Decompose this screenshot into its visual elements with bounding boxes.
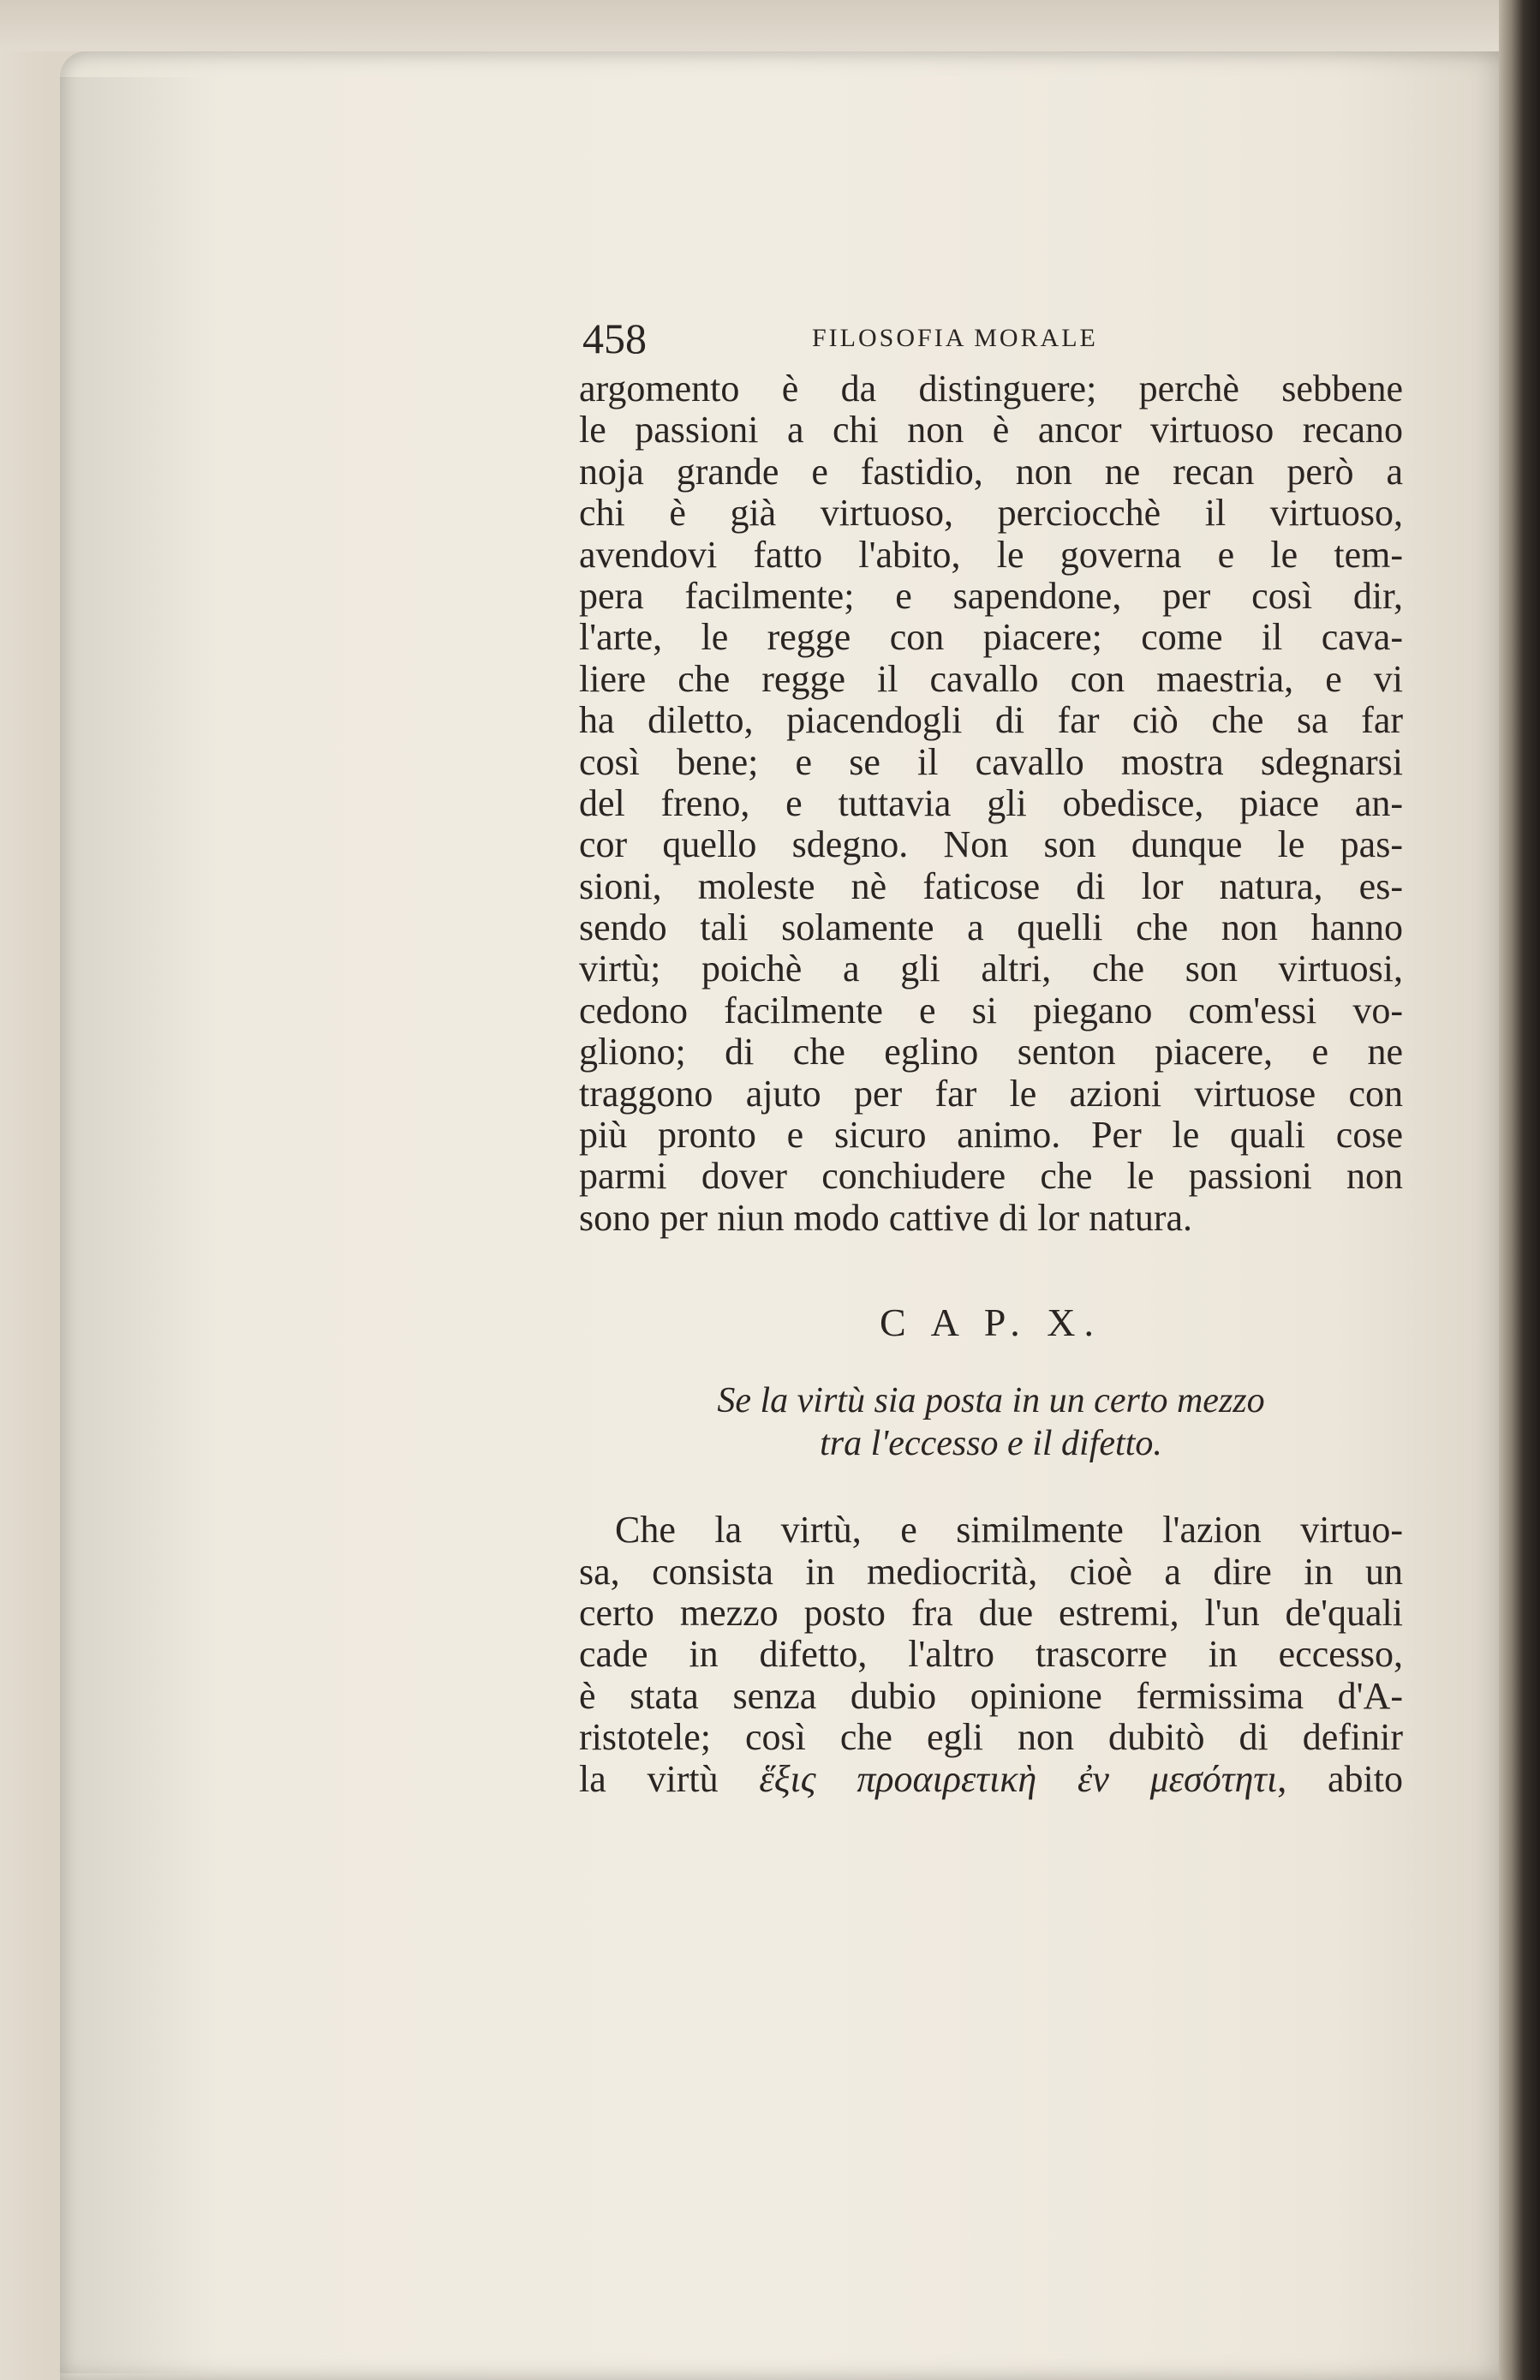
- greek-definition: ἕξις προαιρετικὴ ἐν μεσότητι: [759, 1757, 1278, 1800]
- running-title: FILOSOFIA MORALE: [812, 324, 1098, 352]
- text-line: più pronto e sicuro animo. Per le quali cose: [579, 1114, 1403, 1157]
- text-line: Che la virtù, e similmente l'azion virtuo-: [615, 1509, 1403, 1552]
- text-line: gliono; di che eglino senton piacere, e ne: [579, 1031, 1403, 1073]
- text-line: cade in difetto, l'altro trascorre in eccesso,: [579, 1633, 1403, 1676]
- book-spine-edge: [1499, 0, 1540, 2380]
- text-line: argomento è da distinguere; perchè sebbene: [579, 368, 1403, 410]
- text-line: ha diletto, piacendogli di far ciò che sa far: [579, 699, 1403, 742]
- text-line: traggono ajuto per far le azioni virtuose con: [579, 1072, 1403, 1115]
- chapter-subtitle-line: tra l'eccesso e il difetto.: [820, 1424, 1162, 1464]
- text-line: sa, consista in mediocrità, cioè a dire in un: [579, 1550, 1403, 1593]
- text-line: chi è già virtuoso, perciocchè il virtuoso,: [579, 492, 1403, 535]
- chapter-heading: C A P. X.: [879, 1301, 1103, 1345]
- text-fragment: la virtù: [579, 1757, 719, 1800]
- text-line: virtù; poichè a gli altri, che son virtuosi,: [579, 948, 1403, 990]
- paragraph-1: [579, 368, 1403, 1239]
- chapter-subtitle: [579, 1379, 1403, 1465]
- text-fragment: , abito: [1277, 1757, 1403, 1800]
- text-line: noja grande e fastidio, non ne recan però a: [579, 450, 1403, 493]
- text-line: pera facilmente; e sapendone, per così dir,: [579, 574, 1403, 617]
- scan-top-edge: [0, 0, 1540, 51]
- text-line: sendo tali solamente a quelli che non hanno: [579, 906, 1403, 949]
- text-line: cedono facilmente e si piegano com'essi vo-: [579, 989, 1403, 1032]
- page-gutter-shadow: [60, 77, 214, 2373]
- paragraph-2: [579, 1510, 1403, 1800]
- text-line: così bene; e se il cavallo mostra sdegnarsi: [579, 740, 1403, 783]
- text-line: avendovi fatto l'abito, le governa e le tem-: [579, 533, 1403, 576]
- text-line: le passioni a chi non è ancor virtuoso recano: [579, 409, 1403, 451]
- text-line: sono per niun modo cattive di lor natura.: [579, 1196, 1193, 1239]
- text-line: sioni, moleste nè faticose di lor natura, es-: [579, 864, 1403, 907]
- text-line-final: [579, 1759, 1403, 1800]
- text-line: certo mezzo posto fra due estremi, l'un de'quali: [579, 1591, 1403, 1634]
- running-head: [579, 308, 1403, 368]
- text-line: cor quello sdegno. Non son dunque le pas-: [579, 823, 1403, 866]
- text-line: ristotele; così che egli non dubitò di definir: [579, 1716, 1403, 1759]
- text-line: parmi dover conchiudere che le passioni non: [579, 1155, 1403, 1198]
- text-line: liere che regge il cavallo con maestria, e vi: [579, 657, 1403, 700]
- page-number: 458: [582, 314, 647, 362]
- text-line: del freno, e tuttavia gli obedisce, piace an-: [579, 781, 1403, 824]
- text-line: è stata senza dubio opinione fermissima d'A-: [579, 1674, 1403, 1717]
- text-line: l'arte, le regge con piacere; come il cava-: [579, 616, 1403, 659]
- chapter-subtitle-line: Se la virtù sia posta in un certo mezzo: [717, 1381, 1265, 1421]
- text-column: [579, 308, 1403, 1800]
